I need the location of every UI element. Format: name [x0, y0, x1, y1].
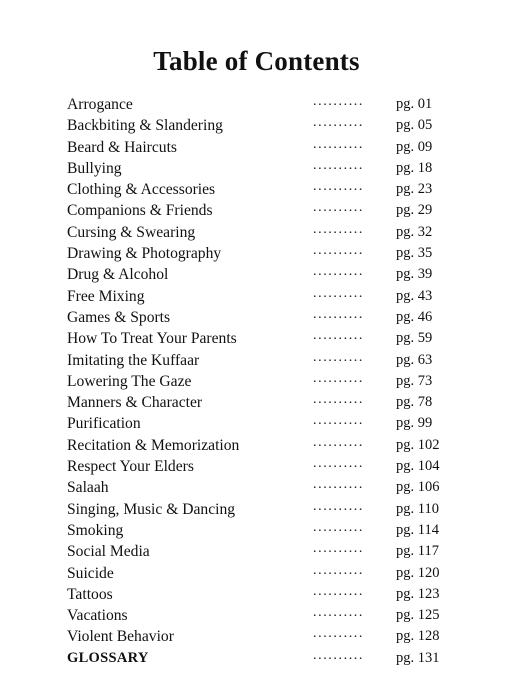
toc-entry-leader: ..........	[313, 94, 364, 109]
toc-entry-name: Backbiting & Slandering	[67, 117, 223, 135]
toc-entry-leader: ..........	[313, 264, 364, 280]
toc-entry-page: pg. 39	[396, 266, 433, 283]
toc-entry-leader: ..........	[313, 115, 364, 131]
toc-entry-leader: ..........	[313, 562, 364, 578]
toc-entry-leader: ..........	[313, 328, 364, 344]
toc-entry-name: Drug & Alcohol	[67, 266, 169, 284]
toc-entry-name: Singing, Music & Dancing	[67, 500, 236, 518]
toc-entry-page: pg. 29	[396, 202, 433, 219]
toc-entry-page: pg. 120	[396, 564, 440, 581]
toc-entry-name: Beard & Haircuts	[67, 138, 177, 156]
toc-entry-page: pg. 73	[396, 372, 433, 389]
toc-entry[interactable]	[67, 456, 447, 477]
toc-entry-name: Drawing & Photography	[67, 245, 222, 263]
toc-entry-page: pg. 104	[396, 458, 440, 475]
toc-entry[interactable]	[67, 243, 447, 264]
toc-entry-page: pg. 123	[396, 585, 440, 602]
toc-entry-leader: ..........	[313, 179, 364, 195]
toc-entry[interactable]	[67, 222, 447, 243]
toc-entry-page: pg. 131	[396, 649, 440, 666]
toc-entry-name: Suicide	[67, 564, 114, 582]
toc-entry-page: pg. 46	[396, 308, 433, 325]
toc-entry-page: pg. 110	[396, 500, 439, 517]
toc-entry-name: Purification	[67, 415, 141, 433]
toc-entry-page: pg. 128	[396, 628, 440, 645]
toc-entry-name: Tattoos	[67, 585, 113, 603]
toc-entry-leader: ..........	[313, 583, 364, 599]
page-title: Table of Contents	[153, 46, 360, 76]
toc-entry-page: pg. 117	[396, 543, 439, 560]
toc-entry-page: pg. 125	[396, 607, 440, 624]
toc-entry-leader: ..........	[313, 647, 364, 663]
toc-entry-leader: ..........	[313, 541, 364, 557]
toc-entry[interactable]	[67, 477, 447, 498]
table-of-contents	[67, 94, 447, 669]
toc-entry[interactable]	[67, 158, 447, 179]
toc-entry-page: pg. 32	[396, 223, 433, 240]
toc-entry-name: Recitation & Memorization	[67, 436, 240, 454]
toc-entry-leader: ..........	[313, 392, 364, 408]
toc-entry-leader: ..........	[313, 243, 364, 259]
toc-entry[interactable]	[67, 435, 447, 456]
toc-entry[interactable]	[67, 584, 447, 605]
toc-entry-leader: ..........	[313, 285, 364, 301]
toc-entry-leader: ..........	[313, 477, 364, 493]
toc-entry-page: pg. 05	[396, 117, 433, 134]
toc-entry[interactable]	[67, 541, 447, 562]
toc-entry-name: Smoking	[67, 521, 124, 539]
toc-entry[interactable]	[67, 371, 447, 392]
toc-entry-page: pg. 01	[396, 96, 433, 112]
toc-entry-name: Free Mixing	[67, 287, 145, 305]
toc-entry-leader: ..........	[313, 519, 364, 535]
toc-entry-name: Lowering The Gaze	[67, 372, 192, 390]
toc-entry-page: pg. 114	[396, 521, 439, 538]
toc-entry[interactable]	[67, 626, 447, 647]
toc-entry-leader: ..........	[313, 370, 364, 386]
toc-entry-leader: ..........	[313, 434, 364, 450]
toc-entry-leader: ..........	[313, 605, 364, 621]
toc-entry[interactable]	[67, 563, 447, 584]
toc-entry[interactable]	[67, 307, 447, 328]
toc-entry-name: Clothing & Accessories	[67, 181, 216, 199]
toc-entry-name: Bullying	[67, 159, 122, 177]
toc-entry[interactable]	[67, 115, 447, 136]
toc-entry-name: Respect Your Elders	[67, 458, 194, 476]
toc-entry-leader: ..........	[313, 456, 364, 472]
toc-entry[interactable]	[67, 94, 447, 115]
toc-entry-leader: ..........	[313, 221, 364, 237]
toc-entry[interactable]	[67, 499, 447, 520]
toc-entry-page: pg. 99	[396, 415, 433, 432]
toc-entry-name: Companions & Friends	[67, 202, 213, 220]
toc-entry-name: Violent Behavior	[67, 628, 174, 646]
toc-entry-page: pg. 43	[396, 287, 433, 304]
toc-entry[interactable]	[67, 413, 447, 434]
toc-entry[interactable]	[67, 137, 447, 158]
toc-entry-page: pg. 18	[396, 159, 433, 176]
toc-entry-page: pg. 102	[396, 436, 440, 453]
toc-entry[interactable]	[67, 350, 447, 371]
toc-entry-page: pg. 106	[396, 479, 440, 496]
toc-entry[interactable]	[67, 264, 447, 285]
toc-entry-name: Games & Sports	[67, 308, 171, 326]
toc-entry[interactable]	[67, 179, 447, 200]
toc-entry[interactable]	[67, 328, 447, 349]
toc-entry-page: pg. 63	[396, 351, 433, 368]
toc-entry-leader: ..........	[313, 626, 364, 642]
toc-entry-name: GLOSSARY	[67, 649, 149, 666]
toc-entry-name: Salaah	[67, 479, 109, 497]
toc-entry-leader: ..........	[313, 306, 364, 322]
toc-entry-leader: ..........	[313, 157, 364, 173]
toc-entry-name: Arrogance	[67, 96, 133, 113]
toc-entry-name: Cursing & Swearing	[67, 223, 196, 241]
toc-entry-page: pg. 78	[396, 394, 433, 411]
toc-entry-page: pg. 59	[396, 330, 433, 347]
toc-entry-leader: ..........	[313, 349, 364, 365]
toc-entry-leader: ..........	[313, 200, 364, 216]
toc-entry-leader: ..........	[313, 136, 364, 152]
toc-entry[interactable]	[67, 392, 447, 413]
toc-entry-name: How To Treat Your Parents	[67, 330, 237, 348]
toc-entry-page: pg. 09	[396, 138, 433, 155]
toc-entry-leader: ..........	[313, 498, 364, 514]
toc-entry-name: Imitating the Kuffaar	[67, 351, 200, 369]
toc-entry[interactable]	[67, 520, 447, 541]
toc-entry[interactable]	[67, 200, 447, 221]
toc-entry-leader: ..........	[313, 413, 364, 429]
toc-entry-name: Vacations	[67, 607, 128, 625]
toc-entry[interactable]	[67, 286, 447, 307]
toc-entry[interactable]	[67, 605, 447, 626]
toc-entry-page: pg. 23	[396, 181, 433, 198]
toc-entry-glossary[interactable]	[67, 648, 447, 669]
toc-entry-page: pg. 35	[396, 245, 433, 262]
toc-entry-name: Social Media	[67, 543, 150, 561]
toc-entry-name: Manners & Character	[67, 394, 203, 412]
